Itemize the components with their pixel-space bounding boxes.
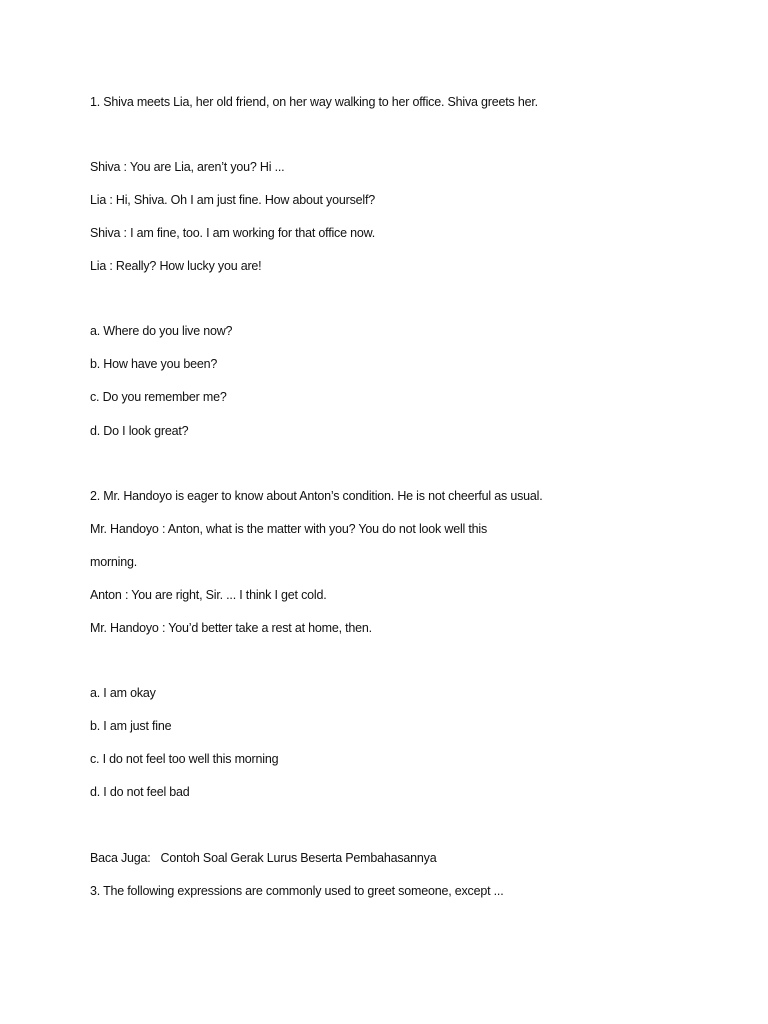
dialog-line: Lia : Hi, Shiva. Oh I am just fine. How about yourself?: [90, 193, 375, 207]
answer-option-a: a. I am okay: [90, 686, 156, 700]
related-link[interactable]: Contoh Soal Gerak Lurus Beserta Pembahasannya: [160, 851, 437, 865]
dialog-line: Shiva : You are Lia, aren’t you? Hi ...: [90, 160, 285, 174]
answer-option-c: c. I do not feel too well this morning: [90, 752, 279, 766]
dialog-line: Mr. Handoyo : Anton, what is the matter with you? You do not look well this: [90, 522, 488, 536]
related-article: [90, 850, 436, 866]
answer-option-b: b. I am just fine: [90, 719, 172, 733]
answer-option-c: c. Do you remember me?: [90, 390, 227, 404]
answer-option-d: d. I do not feel bad: [90, 785, 190, 799]
dialog-line: morning.: [90, 555, 138, 569]
question-2-prompt: 2. Mr. Handoyo is eager to know about Anton’s condition. He is not cheerful as usual.: [90, 489, 543, 503]
related-label: Baca Juga:: [90, 851, 151, 865]
dialog-line: Shiva : I am fine, too. I am working for that office now.: [90, 226, 376, 240]
dialog-line: Anton : You are right, Sir. ... I think I get cold.: [90, 588, 327, 602]
answer-option-d: d. Do I look great?: [90, 424, 189, 438]
answer-option-b: b. How have you been?: [90, 357, 218, 371]
question-1-prompt: 1. Shiva meets Lia, her old friend, on her way walking to her office. Shiva greets her.: [90, 95, 538, 109]
dialog-line: Lia : Really? How lucky you are!: [90, 259, 262, 273]
answer-option-a: a. Where do you live now?: [90, 324, 233, 338]
question-3-prompt: 3. The following expressions are commonly used to greet someone, except ...: [90, 884, 504, 898]
dialog-line: Mr. Handoyo : You’d better take a rest at home, then.: [90, 621, 372, 635]
